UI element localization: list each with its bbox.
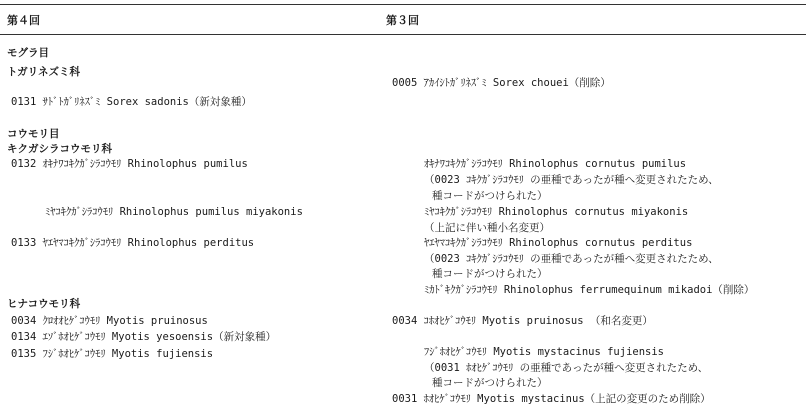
species-row-miyako: ﾐﾔｺｷｸｶﾞｼﾗｺｳﾓﾘ Rhinolophus pumilus miyakonis	[45, 206, 303, 218]
header-rule	[0, 34, 806, 35]
miyako-note: （上記に伴い種小名変更）	[424, 222, 550, 234]
fuji-note-cont: 種コードがつけられた）	[432, 377, 548, 389]
family-kikugashira: キクガシラコウモリ科	[7, 143, 112, 155]
fuji-note: （0031 ﾎｵﾋｹﾞｺｳﾓﾘ の亜種であったが種へ変更されたため、	[424, 362, 709, 374]
yaeyama-note: （0023 ｺｷｸｶﾞｼﾗｺｳﾓﾘ の亜種であったが種へ変更されたため、	[424, 253, 719, 265]
okinawa-name: ｵｷﾅﾜｺｷｸｶﾞｼﾗｺｳﾓﾘ Rhinolophus cornutus pumilus	[424, 158, 687, 170]
species-row-0131: 0131 ｻﾄﾞﾄｶﾞﾘﾈｽﾞﾐ Sorex sadonis（新対象種）	[11, 96, 252, 108]
miyako-name: ﾐﾔｺｷｸｶﾞｼﾗｺｳﾓﾘ Rhinolophus cornutus miyakonis	[424, 206, 689, 218]
header-round-4: 第４回	[7, 14, 40, 27]
fuji-name: ﾌｼﾞﾎｵﾋｹﾞｺｳﾓﾘ Myotis mystacinus fujiensis	[424, 346, 665, 358]
family-hinakoumori: ヒナコウモリ科	[7, 298, 81, 310]
species-row-0034-r3: 0034 ｺﾎｵﾋｹﾞｺｳﾓﾘ Myotis pruinosus （和名変更）	[392, 315, 653, 327]
okinawa-note: （0023 ｺｷｸｶﾞｼﾗｺｳﾓﾘ の亜種であったが種へ変更されたため、	[424, 174, 719, 186]
species-row-0135: 0135 ﾌｼﾞﾎｵﾋｹﾞｺｳﾓﾘ Myotis fujiensis	[11, 348, 214, 360]
species-row-0031: 0031 ﾎｵﾋｹﾞｺｳﾓﾘ Myotis mystacinus（上記の変更のため削除）	[392, 393, 711, 405]
mikado-name: ﾐｶﾄﾞｷｸｶﾞｼﾗｺｳﾓﾘ Rhinolophus ferrumequinum mikadoi（削除）	[424, 284, 755, 296]
okinawa-note-cont: 種コードがつけられた）	[432, 190, 548, 202]
species-row-0134: 0134 ｴｿﾞﾎｵﾋｹﾞｺｳﾓﾘ Myotis yesoensis（新対象種）	[11, 331, 277, 343]
family-togarinezumi: トガリネズミ科	[7, 66, 80, 78]
species-row-0034: 0034 ｸﾛｵｵﾋｹﾞｺｳﾓﾘ Myotis pruinosus	[11, 315, 208, 327]
yaeyama-name: ﾔｴﾔﾏｺｷｸｶﾞｼﾗｺｳﾓﾘ Rhinolophus cornutus perditus	[424, 237, 693, 249]
header-round-3: 第３回	[386, 14, 419, 27]
species-row-0132: 0132 ｵｷﾅﾜｺｷｸｶﾞｼﾗｺｳﾓﾘ Rhinolophus pumilus	[11, 158, 248, 170]
top-rule	[0, 4, 806, 5]
species-row-0005: 0005 ｱｶｲｼﾄｶﾞﾘﾈｽﾞﾐ Sorex chouei（削除）	[392, 77, 611, 89]
order-koumori: コウモリ目	[7, 128, 60, 140]
yaeyama-note-cont: 種コードがつけられた）	[432, 268, 548, 280]
species-row-0133: 0133 ﾔｴﾔﾏｺｷｸｶﾞｼﾗｺｳﾓﾘ Rhinolophus perditus	[11, 237, 255, 249]
order-mogura: モグラ目	[7, 47, 49, 59]
